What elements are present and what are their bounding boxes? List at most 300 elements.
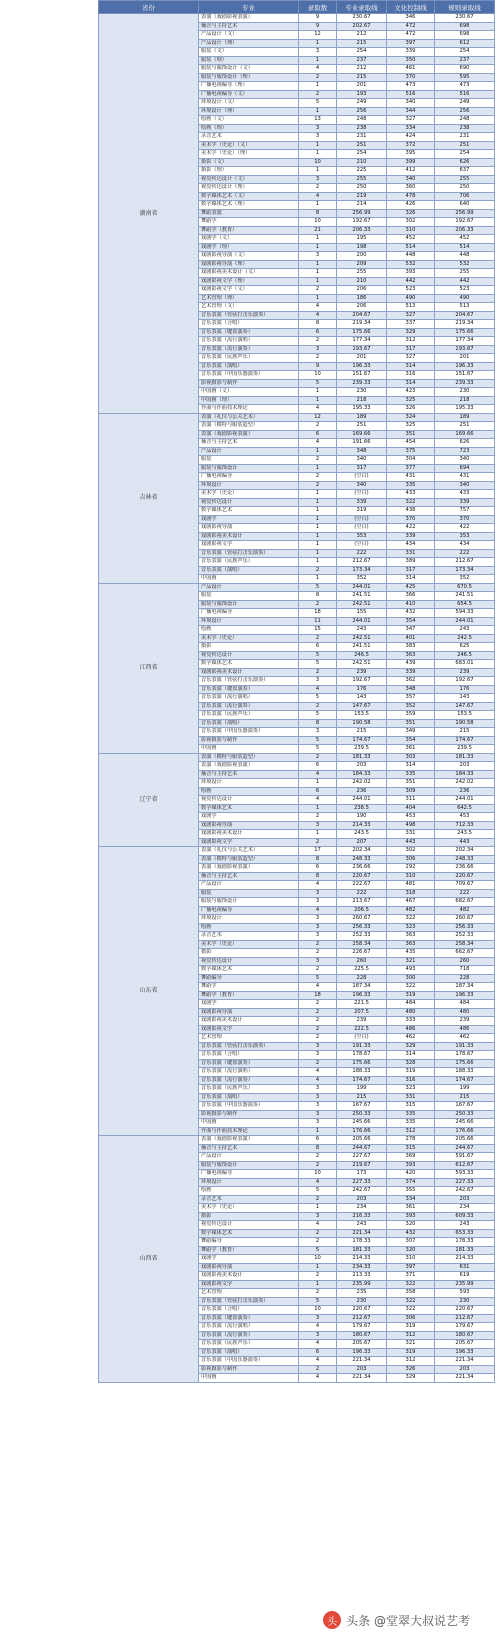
admitted-count-cell: 3 [299,957,337,966]
major-score-cell: (空白) [337,473,387,482]
rule-line-cell: 199 [435,1085,495,1094]
admitted-count-cell: 1 [299,447,337,456]
major-score-cell: 193 [337,90,387,99]
admitted-count-cell: 10 [299,371,337,380]
major-cell: 服装（理） [199,56,299,65]
major-score-cell: 190 [337,813,387,822]
major-cell: 美术学（史论）（文） [199,141,299,150]
major-cell: 产品设计（理） [199,39,299,48]
rule-line-cell: 228 [435,974,495,983]
admitted-count-cell: 4 [299,906,337,915]
major-score-cell: 241.51 [337,592,387,601]
rule-line-cell: 151.67 [435,371,495,380]
major-score-cell: 190.58 [337,719,387,728]
admitted-count-cell: 4 [299,192,337,201]
admitted-count-cell: 1 [299,1127,337,1136]
culture-line-cell: 453 [387,813,435,822]
culture-line-cell: 370 [387,515,435,524]
major-cell: 数字媒体艺术 [199,1229,299,1238]
major-cell: 摄影（文） [199,158,299,167]
rule-line-cell: 204.67 [435,311,495,320]
rule-line-cell: 514 [435,243,495,252]
major-score-cell: 235.99 [337,1280,387,1289]
culture-line-cell: 401 [387,634,435,643]
admitted-count-cell: 6 [299,328,337,337]
admitted-count-cell: 1 [299,1280,337,1289]
culture-line-cell: 312 [387,1357,435,1366]
culture-line-cell: 397 [387,39,435,48]
rule-line-cell: 206.33 [435,226,495,235]
major-cell: 环境设计 [199,481,299,490]
admitted-count-cell: 1 [299,830,337,839]
rule-line-cell: 593.33 [435,1170,495,1179]
admitted-count-cell: 3 [299,1093,337,1102]
major-score-cell: 213.67 [337,898,387,907]
rule-line-cell: 532 [435,260,495,269]
admitted-count-cell: 2 [299,1153,337,1162]
major-cell: 视觉传达设计 [199,957,299,966]
rule-line-cell: 153.5 [435,711,495,720]
culture-line-cell: 303 [387,753,435,762]
culture-line-cell: 395 [387,150,435,159]
culture-line-cell: 309 [387,787,435,796]
admitted-count-cell: 1 [299,524,337,533]
major-cell: 舞蹈编导 [199,1238,299,1247]
rule-line-cell: 245.66 [435,1119,495,1128]
rule-line-cell: 452 [435,235,495,244]
major-score-cell: 202.34 [337,847,387,856]
rule-line-cell: 220.67 [435,1306,495,1315]
major-score-cell: 254 [337,48,387,57]
culture-line-cell: 420 [387,1170,435,1179]
major-cell: 服装与服饰设计（文） [199,65,299,74]
major-score-cell: 195.33 [337,405,387,414]
major-score-cell: 193.67 [337,345,387,354]
rule-line-cell: 244.67 [435,1144,495,1153]
major-score-cell: 212 [337,65,387,74]
culture-line-cell: 461 [387,65,435,74]
major-cell: 摄影 [199,643,299,652]
rule-line-cell: 235.99 [435,1280,495,1289]
rule-line-cell: 631 [435,1263,495,1272]
culture-line-cell: 523 [387,286,435,295]
major-score-cell: 251 [337,422,387,431]
admitted-count-cell: 2 [299,600,337,609]
admitted-count-cell: 5 [299,974,337,983]
major-score-cell: 222 [337,549,387,558]
culture-line-cell: 478 [387,192,435,201]
major-score-cell: 215 [337,728,387,737]
major-cell: 广播电视编导 [199,1170,299,1179]
culture-line-cell: 307 [387,1238,435,1247]
major-cell: 视觉传达设计 [199,651,299,660]
major-cell: 影视摄影与制作 [199,736,299,745]
admitted-count-cell: 1 [299,1263,337,1272]
admitted-count-cell: 1 [299,82,337,91]
major-score-cell: (空白) [337,1034,387,1043]
admitted-count-cell: 18 [299,991,337,1000]
major-score-cell: 245.66 [337,1119,387,1128]
major-score-cell: 244.01 [337,617,387,626]
rule-line-cell: 353 [435,532,495,541]
admitted-count-cell: 9 [299,14,337,23]
admitted-count-cell: 4 [299,1178,337,1187]
major-score-cell: 219.34 [337,320,387,329]
admitted-count-cell: 5 [299,1187,337,1196]
major-score-cell: 220.67 [337,1306,387,1315]
rule-line-cell: 637 [435,167,495,176]
culture-line-cell: 314 [387,762,435,771]
major-score-cell: 221.34 [337,1229,387,1238]
admitted-count-cell: 2 [299,813,337,822]
admitted-count-cell: 4 [299,1221,337,1230]
rule-line-cell: 202.34 [435,847,495,856]
rule-line-cell: 236.66 [435,864,495,873]
rule-line-cell: 189 [435,413,495,422]
admitted-count-cell: 2 [299,1025,337,1034]
admitted-count-cell: 3 [299,1212,337,1221]
admitted-count-cell: 2 [299,1365,337,1374]
major-cell: 美术学（史论）（理） [199,150,299,159]
culture-line-cell: 314 [387,379,435,388]
major-cell: 音乐表演（键盘演奏） [199,1059,299,1068]
culture-line-cell: 292 [387,864,435,873]
major-score-cell: 205.67 [337,1340,387,1349]
major-score-cell: 242.51 [337,600,387,609]
major-cell: 艺术管理 [199,1289,299,1298]
rule-line-cell: 422 [435,524,495,533]
admitted-count-cell: 5 [299,651,337,660]
major-score-cell: 201 [337,354,387,363]
rule-line-cell: 175.66 [435,328,495,337]
major-score-cell: 348 [337,447,387,456]
culture-line-cell: 422 [387,524,435,533]
admitted-count-cell: 4 [299,405,337,414]
major-score-cell: 252.33 [337,932,387,941]
culture-line-cell: 361 [387,1204,435,1213]
major-cell: 视觉传达设计（理） [199,184,299,193]
rule-line-cell: 176.66 [435,1127,495,1136]
rule-line-cell: 243 [435,626,495,635]
major-cell: 音乐表演（民族声乐） [199,558,299,567]
culture-line-cell: 433 [387,490,435,499]
rule-line-cell: 244.01 [435,796,495,805]
major-score-cell: 256.99 [337,209,387,218]
rule-line-cell: 241.51 [435,592,495,601]
culture-line-cell: 315 [387,1144,435,1153]
major-score-cell: 173 [337,1170,387,1179]
major-cell: 音乐表演（流行演唱） [199,337,299,346]
rule-line-cell: 709.67 [435,881,495,890]
toutiao-logo-icon: 头 [323,1611,341,1629]
major-score-cell: 184.33 [337,770,387,779]
major-score-cell: 151.67 [337,371,387,380]
admitted-count-cell: 1 [299,201,337,210]
culture-line-cell: 306 [387,855,435,864]
admitted-count-cell: 2 [299,1034,337,1043]
major-score-cell: 191.66 [337,439,387,448]
major-score-cell: 221.5 [337,1000,387,1009]
major-score-cell: 242.51 [337,660,387,669]
admitted-count-cell: 1 [299,532,337,541]
admitted-count-cell: 4 [299,796,337,805]
major-score-cell: 210 [337,277,387,286]
major-score-cell: (空白) [337,541,387,550]
major-score-cell: 339 [337,498,387,507]
culture-line-cell: 333 [387,1017,435,1026]
rule-line-cell: 181.33 [435,1246,495,1255]
culture-line-cell: 322 [387,1297,435,1306]
culture-line-cell: 410 [387,600,435,609]
major-score-cell: 248 [337,116,387,125]
major-score-cell: 230 [337,1297,387,1306]
major-cell: 音乐表演（合唱） [199,1306,299,1315]
admitted-count-cell: 2 [299,753,337,762]
culture-line-cell: 322 [387,1306,435,1315]
admitted-count-cell: 17 [299,847,337,856]
major-cell: 艺术管理 [199,1034,299,1043]
culture-line-cell: 473 [387,82,435,91]
rule-line-cell: 236 [435,787,495,796]
major-score-cell: 207 [337,838,387,847]
admitted-count-cell: 1 [299,507,337,516]
header-rule-admission-line: 规则录取线 [435,1,495,14]
culture-line-cell: 432 [387,1229,435,1238]
admitted-count-cell: 3 [299,1331,337,1340]
rule-line-cell: 513 [435,303,495,312]
culture-line-cell: 462 [387,1034,435,1043]
admitted-count-cell: 1 [299,277,337,286]
admitted-count-cell: 2 [299,702,337,711]
culture-line-cell: 312 [387,1127,435,1136]
admitted-count-cell: 5 [299,379,337,388]
major-cell: 视觉传达设计 [199,1221,299,1230]
major-cell: 中国画（理） [199,396,299,405]
major-score-cell: 174.67 [337,736,387,745]
admitted-count-cell: 3 [299,1085,337,1094]
major-cell: 美术学（史论） [199,940,299,949]
rule-line-cell: 177.34 [435,337,495,346]
major-score-cell: 210 [337,158,387,167]
culture-line-cell: 317 [387,345,435,354]
admitted-count-cell: 1 [299,56,337,65]
rule-line-cell: 484 [435,1000,495,1009]
province-cell: 山东省 [99,847,199,1136]
rule-line-cell: 626 [435,439,495,448]
admitted-count-cell: 2 [299,184,337,193]
rule-line-cell: 248 [435,116,495,125]
major-cell: 中国画 [199,1374,299,1383]
culture-line-cell: 331 [387,830,435,839]
major-cell: 音乐表演（中国乐器演奏） [199,371,299,380]
admitted-count-cell: 3 [299,923,337,932]
rule-line-cell: 169.66 [435,430,495,439]
culture-line-cell: 363 [387,940,435,949]
major-score-cell: 198 [337,243,387,252]
major-cell: 戏剧影视文学 [199,1280,299,1289]
culture-line-cell: 389 [387,558,435,567]
culture-line-cell: 319 [387,1323,435,1332]
major-score-cell: 219 [337,192,387,201]
rule-line-cell: 433 [435,490,495,499]
admission-table [98,0,495,1383]
rule-line-cell: 682.67 [435,898,495,907]
major-score-cell: 237 [337,56,387,65]
admitted-count-cell: 2 [299,1272,337,1281]
admitted-count-cell: 2 [299,1008,337,1017]
major-cell: 音乐表演（键盘演奏） [199,328,299,337]
major-cell: 录音艺术 [199,1195,299,1204]
culture-line-cell: 322 [387,498,435,507]
major-cell: 服装 [199,889,299,898]
major-cell: 戏剧学 [199,813,299,822]
culture-line-cell: 383 [387,643,435,652]
rule-line-cell: 683.01 [435,660,495,669]
major-score-cell: 215 [337,39,387,48]
major-score-cell: 222 [337,889,387,898]
admitted-count-cell: 10 [299,158,337,167]
rule-line-cell: 201 [435,354,495,363]
culture-line-cell: 318 [387,889,435,898]
rule-line-cell: 192.67 [435,677,495,686]
major-score-cell: 255 [337,175,387,184]
rule-line-cell: 215 [435,1093,495,1102]
province-cell: 山西省 [99,1136,199,1383]
major-score-cell: 260 [337,957,387,966]
major-cell: 服装与服饰设计（理） [199,73,299,82]
admitted-count-cell: 6 [299,762,337,771]
major-score-cell: 192.67 [337,218,387,227]
major-cell: 绘画（文） [199,116,299,125]
admitted-count-cell: 3 [299,932,337,941]
major-cell: 环境设计（文） [199,99,299,108]
rule-line-cell: 254 [435,48,495,57]
major-score-cell: 317 [337,464,387,473]
culture-line-cell: 322 [387,915,435,924]
major-score-cell: 243 [337,1221,387,1230]
major-cell: 戏剧影视美术设计 [199,1272,299,1281]
major-score-cell: 199 [337,1085,387,1094]
major-score-cell: 251 [337,141,387,150]
culture-line-cell: 393 [387,1161,435,1170]
rule-line-cell: 212.67 [435,558,495,567]
rule-line-cell: 192.67 [435,218,495,227]
major-score-cell: 177.34 [337,337,387,346]
province-cell: 辽宁省 [99,753,199,847]
major-cell: 戏剧学 [199,515,299,524]
admitted-count-cell: 3 [299,728,337,737]
rule-line-cell: 190.58 [435,719,495,728]
admitted-count-cell: 2 [299,940,337,949]
admitted-count-cell: 5 [299,660,337,669]
major-cell: 作曲与作曲技术理论 [199,405,299,414]
admitted-count-cell: 3 [299,889,337,898]
admitted-count-cell: 8 [299,719,337,728]
major-score-cell: 195 [337,235,387,244]
major-score-cell: 212 [337,31,387,40]
culture-line-cell: 331 [387,1093,435,1102]
admitted-count-cell: 3 [299,252,337,261]
culture-line-cell: 423 [387,388,435,397]
major-cell: 绘画（理） [199,124,299,133]
major-cell: 广播电视编导（文） [199,90,299,99]
rule-line-cell: 187.34 [435,983,495,992]
major-cell: 视觉传达设计 [199,796,299,805]
major-score-cell: 200 [337,252,387,261]
major-cell: 环境设计 [199,617,299,626]
culture-line-cell: 351 [387,779,435,788]
admitted-count-cell: 3 [299,898,337,907]
rule-line-cell: 180.67 [435,1331,495,1340]
major-score-cell: 255 [337,269,387,278]
culture-line-cell: 486 [387,1025,435,1034]
major-score-cell: 173.34 [337,566,387,575]
major-cell: 音乐表演（民族声乐） [199,1340,299,1349]
culture-line-cell: 363 [387,932,435,941]
major-score-cell: 353 [337,532,387,541]
admitted-count-cell: 4 [299,311,337,320]
culture-line-cell: 498 [387,821,435,830]
rule-line-cell: 256.99 [435,209,495,218]
major-score-cell: (空白) [337,515,387,524]
admitted-count-cell: 3 [299,124,337,133]
major-cell: 作曲与作曲技术理论 [199,1127,299,1136]
rule-line-cell: 448 [435,252,495,261]
culture-line-cell: 358 [387,1289,435,1298]
rule-line-cell: 196.33 [435,991,495,1000]
rule-line-cell: 706 [435,192,495,201]
admitted-count-cell: 4 [299,439,337,448]
rule-line-cell: 490 [435,294,495,303]
rule-line-cell: 352 [435,575,495,584]
culture-line-cell: 399 [387,158,435,167]
culture-line-cell: 366 [387,592,435,601]
culture-line-cell: 327 [387,354,435,363]
rule-line-cell: 256.33 [435,923,495,932]
major-cell: 视觉传达设计（文） [199,175,299,184]
major-cell: 产品设计 [199,881,299,890]
rule-line-cell: 255 [435,269,495,278]
rule-line-cell: 698 [435,22,495,31]
major-cell: 产品设计 [199,447,299,456]
major-cell: 中国画 [199,1119,299,1128]
admitted-count-cell: 8 [299,209,337,218]
admitted-count-cell: 1 [299,243,337,252]
culture-line-cell: 363 [387,651,435,660]
culture-line-cell: 304 [387,456,435,465]
rule-line-cell: 147.67 [435,702,495,711]
rule-line-cell: 609.33 [435,1212,495,1221]
culture-line-cell: 319 [387,1068,435,1077]
culture-line-cell: 319 [387,991,435,1000]
admitted-count-cell: 2 [299,566,337,575]
major-score-cell: 239 [337,668,387,677]
culture-line-cell: 306 [387,1314,435,1323]
culture-line-cell: 349 [387,728,435,737]
rule-line-cell: 203 [435,762,495,771]
rule-line-cell: 626 [435,158,495,167]
admitted-count-cell: 9 [299,22,337,31]
major-cell: 表演（礼仪与公关艺术） [199,413,299,422]
rule-line-cell: 239.33 [435,379,495,388]
major-cell: 录音艺术 [199,932,299,941]
culture-line-cell: 327 [387,311,435,320]
rule-line-cell: 181.33 [435,753,495,762]
major-score-cell: 180.67 [337,1331,387,1340]
admitted-count-cell: 8 [299,855,337,864]
major-cell: 服装（文） [199,48,299,57]
major-cell: 舞蹈学（教育） [199,991,299,1000]
